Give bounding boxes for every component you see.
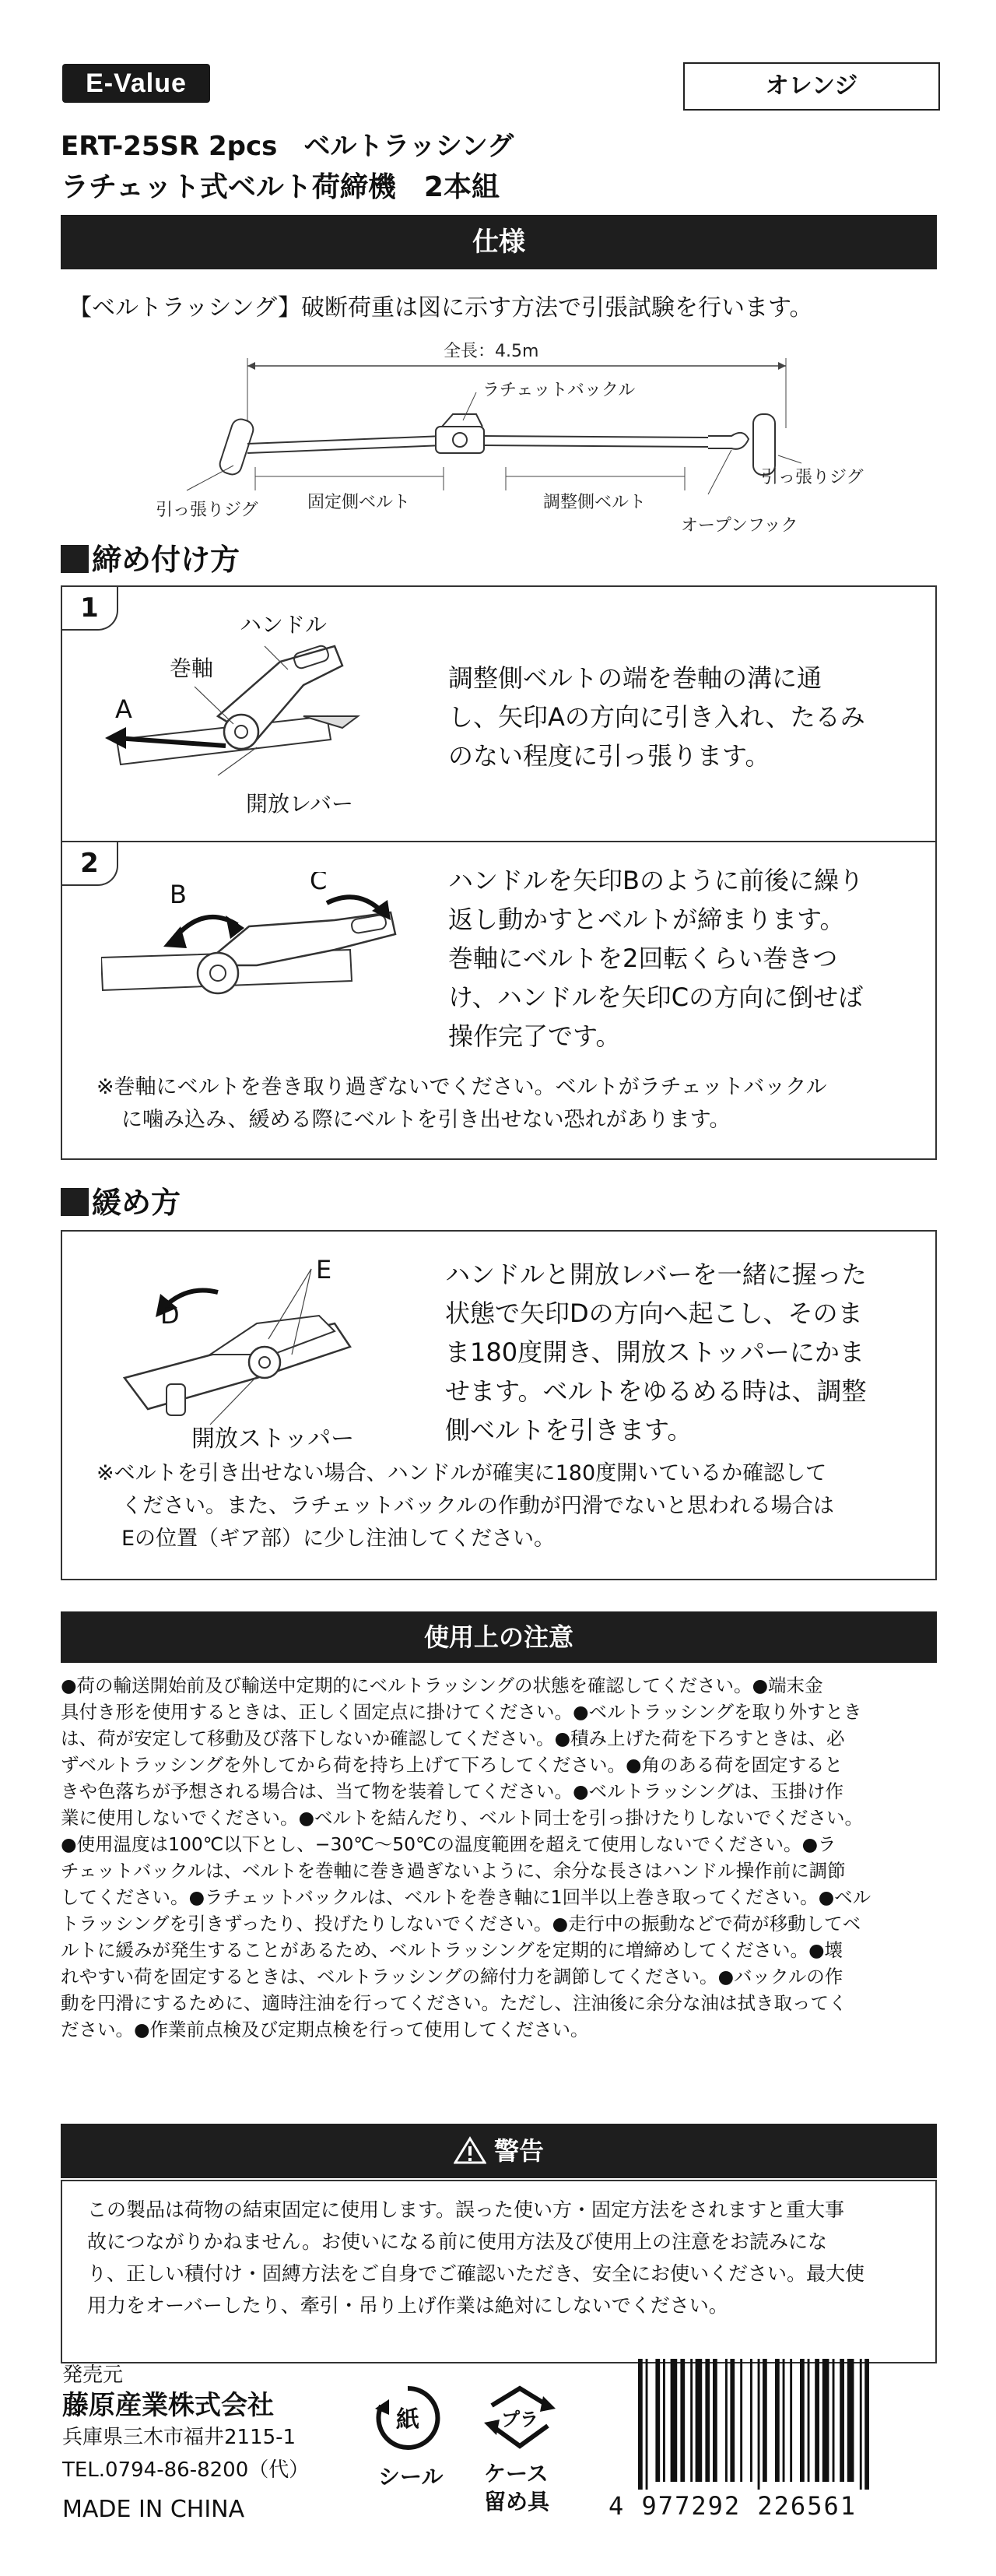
caution-line: ルトに緩みが発生することがあるため、ベルトラッシングを定期的に増締めしてください。●壊 (61, 1939, 843, 1961)
step2-illustration (101, 872, 444, 1051)
heading-square-icon (61, 545, 89, 573)
caution-line: チェットバックルは、ベルトを巻軸に巻き過ぎないように、余分な長さはハンドル操作前に調節 (61, 1860, 846, 1882)
loosening-line: ハンドルと開放レバーを一緒に握った (445, 1260, 867, 1289)
svg-text:紙: 紙 (396, 2406, 419, 2434)
caution-line: は、荷が安定して移動及び落下しないか確認してください。●積み上げた荷を下ろすときは、必 (61, 1727, 845, 1749)
caution-text (61, 1672, 937, 2043)
product-title: ラチェット式ベルト荷締機 2本組 (61, 171, 500, 203)
step1-line: し、矢印Aの方向に引き入れ、たるみ (448, 702, 865, 732)
loosening-line: せます。ベルトをゆるめる時は、調整 (445, 1376, 867, 1406)
step1-number: 1 (62, 587, 118, 631)
tensile-test-diagram (117, 327, 887, 545)
loosening-heading: 緩め方 (61, 1179, 181, 1221)
note-line: に噛み込み、緩める際にベルトを引き出せない恐れがあります。 (121, 1108, 731, 1132)
loosening-line: ま180度開き、開放ストッパーにかま (445, 1337, 864, 1367)
loosening-line: 側ベルトを引きます。 (445, 1415, 693, 1445)
step1-instructions (448, 659, 915, 775)
release-lever-label: 開放レバー (246, 791, 354, 817)
total-length-label: 全長：4.5m (444, 342, 539, 361)
loosening-line: 状態で矢印Dの方向へ起こし、そのま (445, 1299, 863, 1328)
jig-left-label: 引っ張りジグ (156, 501, 258, 520)
arrow-a-label: A (115, 694, 132, 724)
step1-line: のない程度に引っ張ります。 (448, 741, 770, 771)
step1-line: 調整側ベルトの端を巻軸の溝に通 (448, 663, 822, 693)
step2-line: 巻軸にベルトを2回転くらい巻きつ (448, 944, 838, 973)
svg-text:プラ: プラ (501, 2409, 538, 2430)
brand-logo: E-Value (62, 64, 210, 103)
tightening-heading: 締め付け方 (61, 536, 240, 578)
adjust-belt-label: 調整側ベルト (543, 493, 647, 512)
origin-text: MADE IN CHINA (62, 2496, 245, 2523)
open-hook-label: オープンフック (681, 516, 798, 536)
note-line: ※ベルトを引き出せない場合、ハンドルが確実に180度開いているか確認して (96, 1461, 827, 1485)
caution-line: ●使用温度は100℃以下とし、−30℃〜50℃の温度範囲を超えて使用しないでください。●ラ (61, 1833, 836, 1855)
step2-line: 操作完了です。 (448, 1021, 621, 1051)
note-line: Eの位置（ギア部）に少し注油してください。 (121, 1527, 556, 1551)
caution-line: きや色落ちが予想される場合は、当て物を装着してください。●ベルトラッシングは、玉掛け作 (61, 1780, 843, 1802)
plastic-recycle-icon (481, 2382, 559, 2454)
company-address: 兵庫県三木市福井2115-1 (62, 2426, 296, 2449)
release-stopper-label: 開放ストッパー (191, 1425, 355, 1453)
caution-line: ださい。●作業前点検及び定期点検を行って使用してください。 (61, 2019, 589, 2040)
step2-line: 返し動かすとベルトが締まります。 (448, 905, 845, 934)
warning-line: 用力をオーバーしたり、牽引・吊り上げ作業は絶対にしないでください。 (87, 2294, 728, 2317)
heading-square-icon (61, 1188, 89, 1216)
caution-line: 具付き形を使用するときは、正しく固定点に掛けてください。●ベルトラッシングを取り外すとき (61, 1701, 862, 1723)
caution-line: 業に使用しないでください。●ベルトを結んだり、ベルト同士を引っ掛けたりしないでください。 (61, 1807, 864, 1829)
step2-line: ハンドルを矢印Bのように前後に繰り (448, 866, 864, 895)
note-line: ください。また、ラチェットバックルの作動が円滑でないと思われる場合は (121, 1494, 834, 1518)
paper-recycle-label: シール (378, 2464, 444, 2490)
caution-line: 動を円滑にするために、適時注油を行ってください。ただし、注油後に余分な油は拭き取ってく (61, 1992, 847, 2014)
note-line: ※巻軸にベルトを巻き取り過ぎないでください。ベルトがラチェットバックル (96, 1075, 827, 1099)
paper-recycle-icon (372, 2382, 444, 2454)
warning-header: 警告 (61, 2124, 937, 2178)
caution-header: 使用上の注意 (61, 1611, 937, 1663)
caution-line: トラッシングを引きずったり、投げたりしないでください。●走行中の振動などで荷が移動してベ (61, 1913, 861, 1935)
caution-line: れやすい荷を固定するときは、ベルトラッシングの締付力を調節してください。●バックルの作 (61, 1966, 843, 1987)
spool-label: 巻軸 (170, 655, 214, 681)
barcode-digits: 4 977292 226561 (608, 2491, 857, 2521)
warning-text (87, 2194, 912, 2321)
company-tel: TEL.0794-86-8200（代） (62, 2458, 310, 2482)
distributor-label: 発売元 (62, 2363, 124, 2387)
jig-right-label: 引っ張りジグ (761, 468, 864, 487)
model-line: ERT-25SR 2pcs ベルトラッシング (61, 131, 514, 162)
color-label: オレンジ (683, 62, 940, 111)
step2-instructions (448, 861, 915, 1056)
caution-line: ずベルトラッシングを外してから荷を持ち上げて下ろしてください。●角のある荷を固定すると (61, 1754, 843, 1776)
handle-label: ハンドル (240, 612, 328, 638)
step2-note (96, 1071, 826, 1137)
fixed-belt-label: 固定側ベルト (307, 493, 411, 512)
company-name: 藤原産業株式会社 (62, 2390, 274, 2421)
spec-text: 【ベルトラッシング】破断荷重は図に示す方法で引張試験を行います。 (68, 294, 813, 322)
caution-line: ●荷の輸送開始前及び輸送中定期的にベルトラッシングの状態を確認してください。●端末金 (61, 1675, 823, 1696)
arrow-d-label: D (160, 1300, 180, 1330)
warning-line: り、正しい積付け・固縛方法をご自身でご確認いただき、安全にお使いください。最大使 (87, 2262, 865, 2285)
arrow-b-label: B (170, 880, 187, 909)
plastic-recycle-label: ケース 留め具 (484, 2461, 550, 2514)
step1-illustration (101, 599, 444, 833)
step2-number: 2 (62, 842, 118, 886)
warning-line: 故につながりかねません。お使いになる前に使用方法及び使用上の注意をお読みにな (87, 2230, 828, 2253)
loosening-instructions (445, 1255, 912, 1450)
caution-line: してください。●ラチェットバックルは、ベルトを巻き軸に1回半以上巻き取ってください。●ベル (61, 1886, 872, 1908)
loosening-illustration (101, 1246, 444, 1456)
warning-icon (454, 2136, 486, 2164)
loosening-note (96, 1457, 834, 1555)
spec-header: 仕様 (61, 215, 937, 269)
step2-line: け、ハンドルを矢印Cの方向に倒せば (448, 982, 864, 1012)
arrow-e-label: E (316, 1255, 332, 1284)
warning-line: この製品は荷物の結束固定に使用します。誤った使い方・固定方法をされますと重大事 (87, 2198, 845, 2221)
arrow-c-label: C (310, 872, 328, 895)
ratchet-buckle-label: ラチェットバックル (482, 381, 636, 400)
